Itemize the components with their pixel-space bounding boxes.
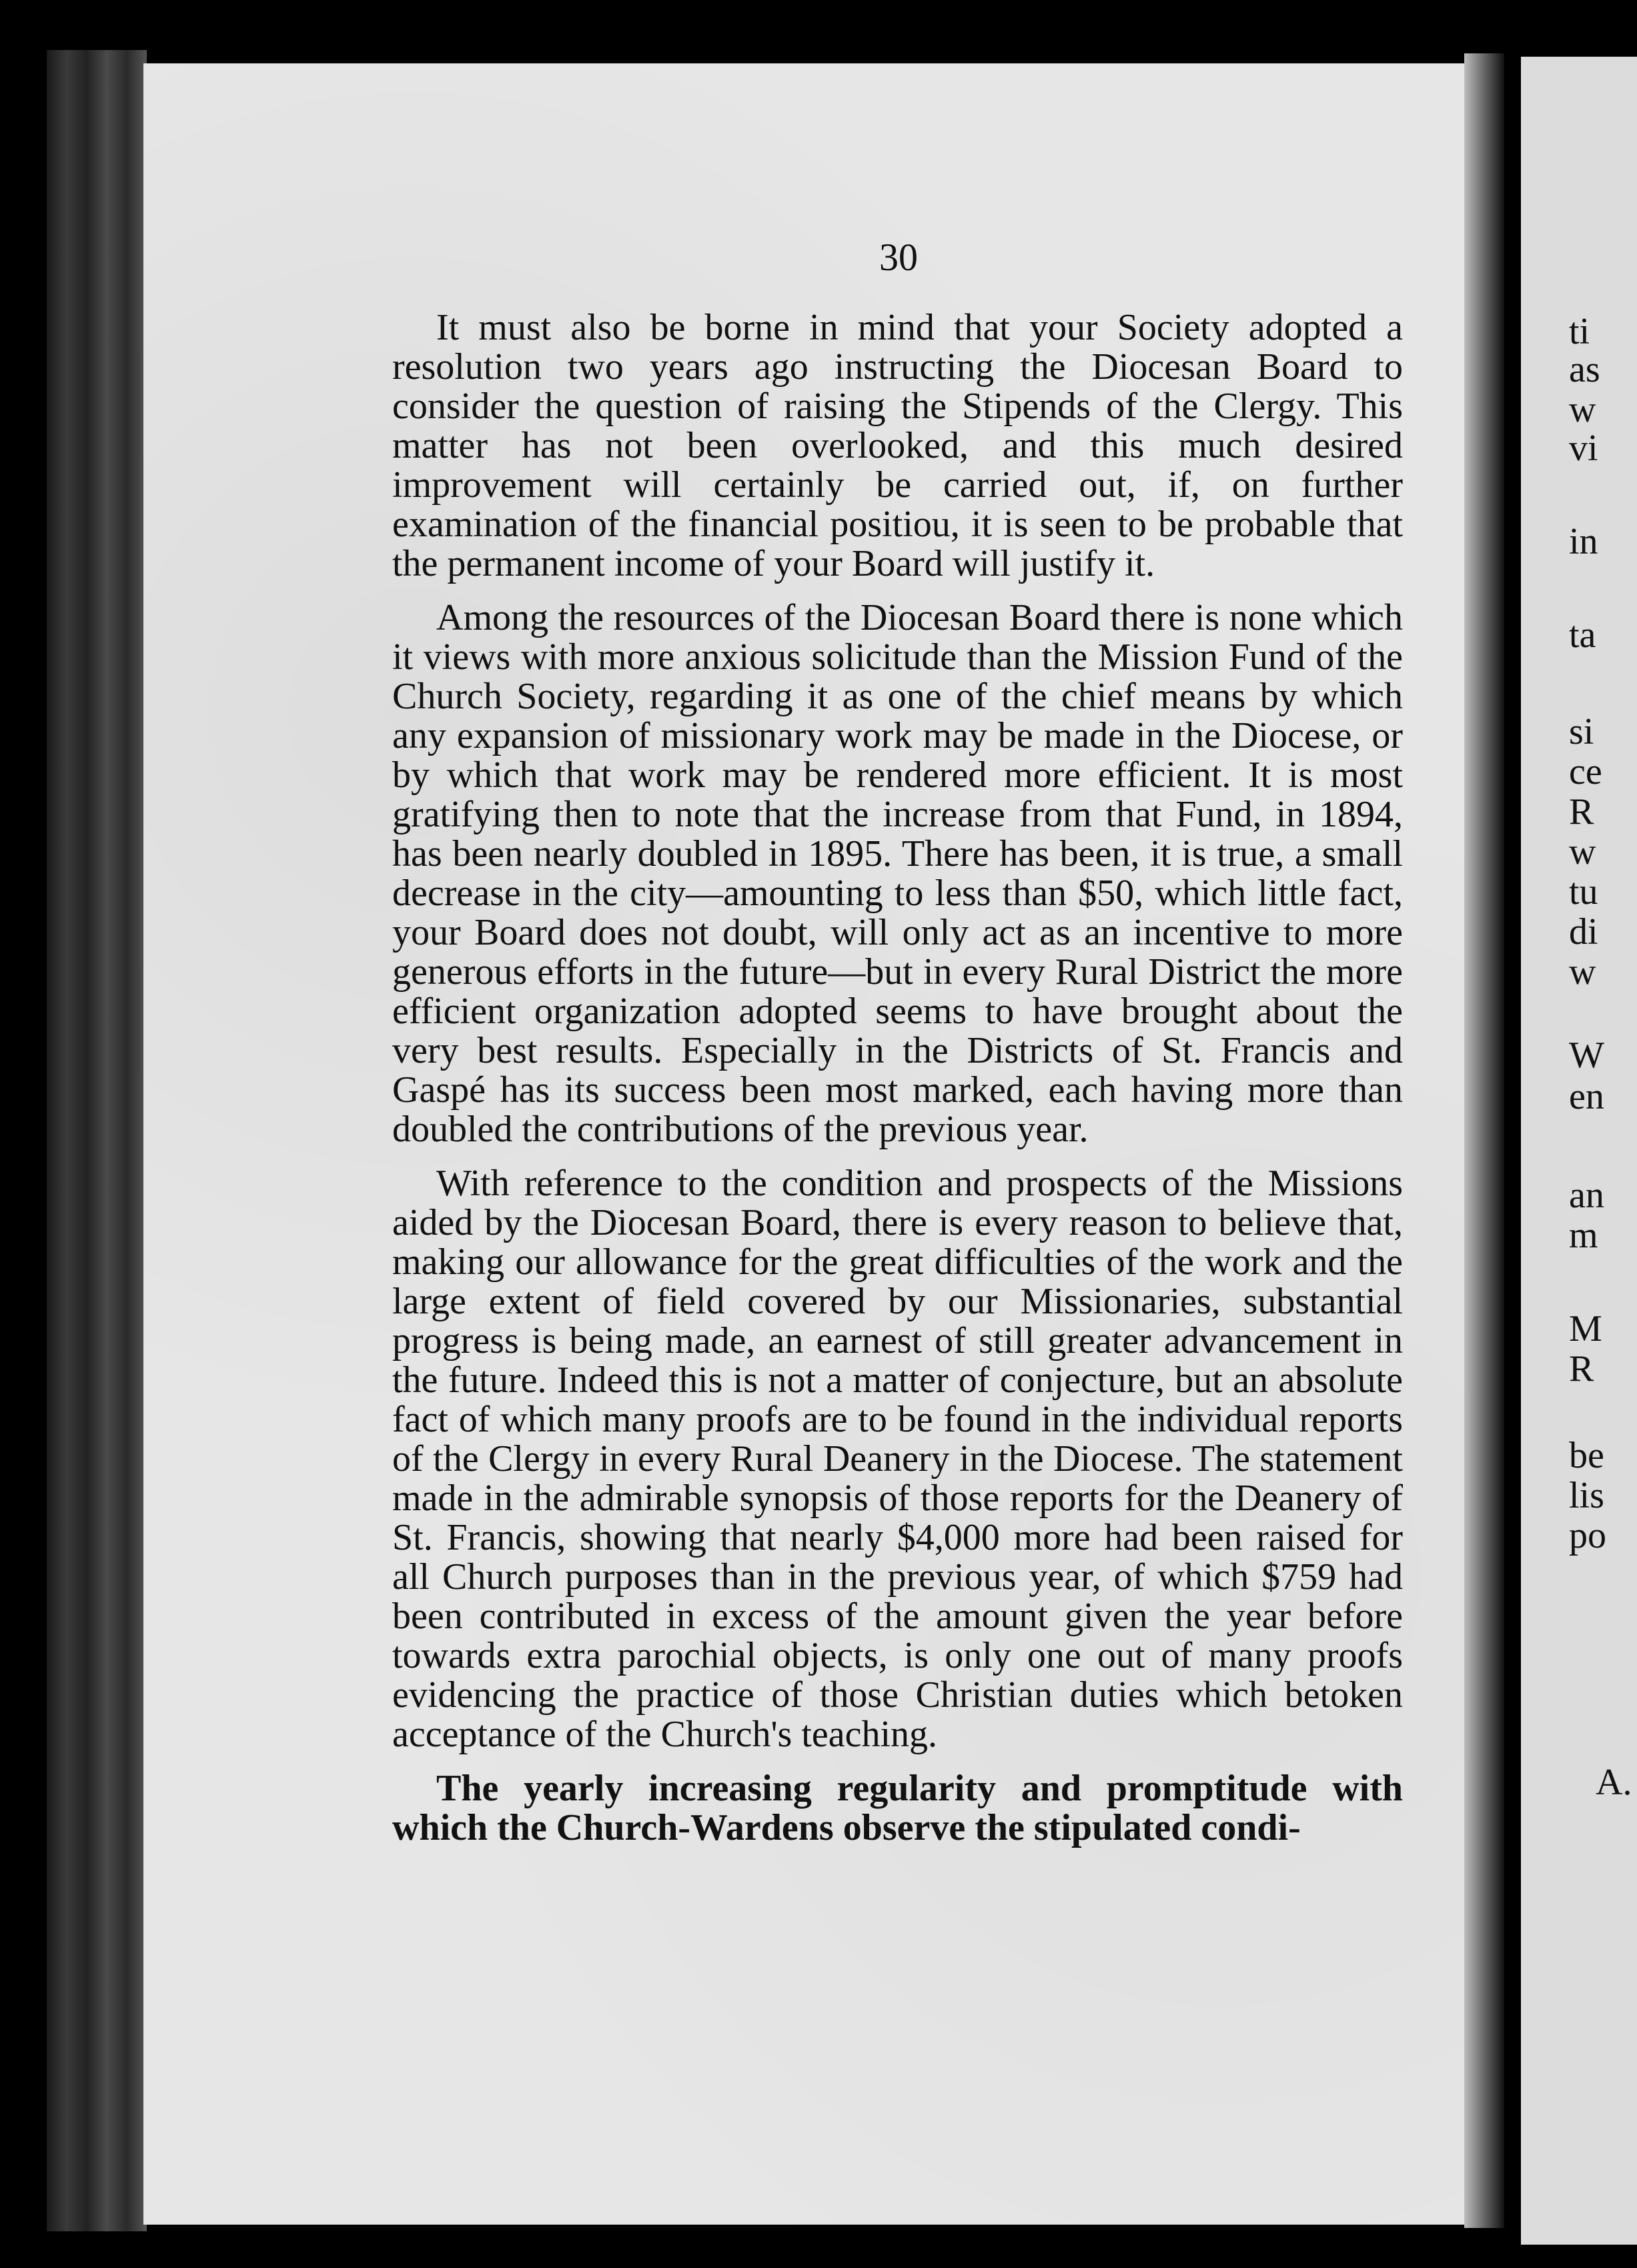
facing-page-fragment: M [1569,1308,1602,1349]
facing-page-fragment: si [1569,711,1594,752]
facing-page-fragment: ta [1569,614,1596,656]
facing-page-fragment: en [1569,1076,1604,1117]
facing-page-fragment: be [1569,1435,1604,1476]
facing-page-fragment: w [1569,831,1596,873]
page-gutter-shadow [1464,53,1504,2228]
paragraph: With reference to the condition and prospects of the Missions aided by the Diocesan Board, there is every reason to believe that, making our allowance for the great difficulties of the work and the large extent of field covered by our Missionaries, substantial progress is being made, an earnest of still greater advancement in the future. Indeed this is not a matter of conjecture, but an absolute fact of which many proofs are to be found in the individual reports of the Clergy in every Rural Deanery in the Diocese. The statement made in the admirable synopsis of those reports for the Deanery of St. Francis, showing that nearly $4,000 more had been raised for all Church purposes than in the previous year, of which $759 had been contributed in excess of the amount given the year before towards extra parochial objects, is only one out of many proofs evidencing the practice of those Christian duties which betoken acceptance of the Church's teaching. [392,1163,1403,1755]
facing-page-fragment: m [1569,1215,1598,1256]
facing-page-fragment: an [1569,1175,1604,1216]
facing-page-fragment: in [1569,521,1598,562]
facing-page-fragment: W [1569,1035,1604,1076]
paragraph: The yearly increasing regularity and promptitude with which the Church-Wardens observe the stipulated condi- [392,1768,1403,1848]
facing-page-fragment: R [1569,1348,1594,1389]
facing-page-fragment: ti [1569,311,1590,352]
facing-page-fragment: tu [1569,871,1598,913]
paragraph: It must also be borne in mind that your Society adopted a resolution two years ago instructing the Diocesan Board to consider the question of raising the Stipends of the Clergy. This matter has not been overlooked, and this much desired improvement will certainly be carried out, if, on further examination of the financial positiou, it is seen to be probable that the permanent income of your Board will justify it. [392,307,1403,584]
page-edges [47,50,147,2231]
page-number: 30 [879,235,918,279]
facing-page-fragment: po [1569,1515,1606,1556]
body-text [392,308,1403,1862]
facing-page-fragment: R [1569,791,1594,832]
paragraph: Among the resources of the Diocesan Board there is none which it views with more anxious solicitude than the Mission Fund of the Church Society, regarding it as one of the chief means by which any expansion of missionary work may be made in the Diocese, or by which that work may be rendered more efficient. It is most gratifying then to note that the increase from that Fund, in 1894, has been nearly doubled in 1895. There has been, it is true, a small decrease in the city—amounting to less than $50, which little fact, your Board does not doubt, will only act as an incentive to more generous efforts in the future—but in every Rural District the more efficient organization adopted seems to have brought about the very best results. Especially in the Districts of St. Francis and Gaspé has its success been most marked, each having more than doubled the contributions of the previous year. [392,597,1403,1150]
facing-page-fragment: w [1569,389,1596,430]
facing-page-fragment: as [1569,349,1600,390]
facing-page-fragment: w [1569,951,1596,993]
facing-page-fragment: A. [1596,1762,1632,1803]
facing-page-fragment: ce [1569,751,1602,792]
facing-page-fragment: vi [1569,428,1598,469]
facing-page-fragment: di [1569,911,1598,953]
facing-page-fragment: lis [1569,1475,1604,1516]
